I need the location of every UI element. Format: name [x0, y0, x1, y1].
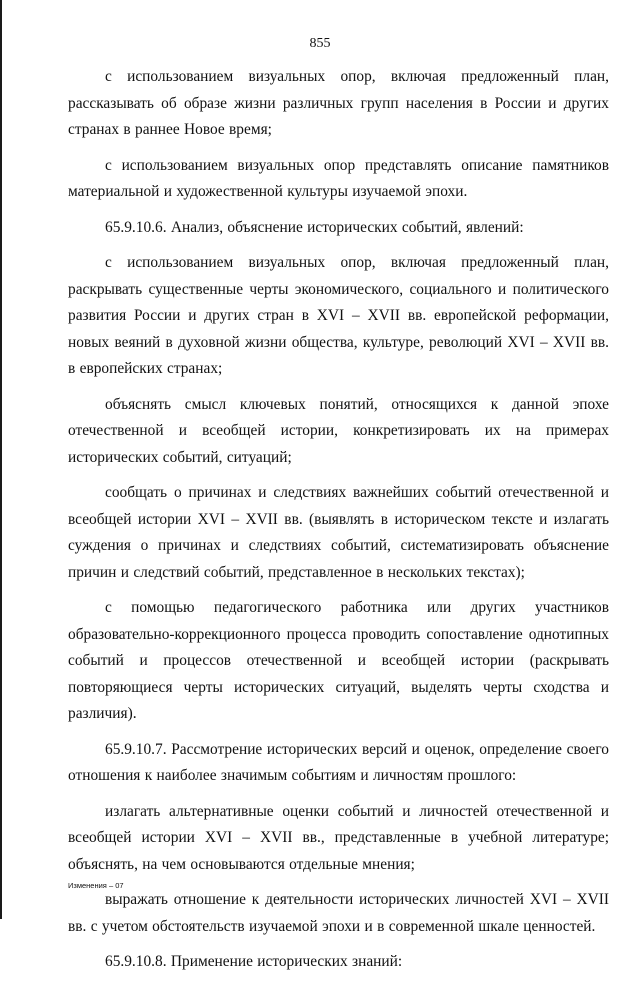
- paragraph-key-concepts: объяснять смысл ключевых понятий, относящихся к данной эпохе отечественной и всеобщей истории, конкретизировать их на примерах исторических событий, ситуаций;: [68, 395, 609, 466]
- paragraph-visual-supports-monuments: с использованием визуальных опор представлять описание памятников материальной и художественной культуры изучаемой эпохи.: [68, 156, 609, 200]
- paragraph-attitude-to-figures: выражать отношение к деятельности исторических личностей XVI – XVII вв. с учетом обстоятельств изучаемой эпохи и в современной шкале ценностей.: [68, 891, 609, 935]
- paragraph-visual-supports-lifestyle: с использованием визуальных опор, включая предложенный план, рассказывать об образе жизни различных групп населения в России и других странах в раннее Новое время;: [68, 68, 609, 138]
- section-heading-65-9-10-7: 65.9.10.7. Рассмотрение исторических версий и оценок, определение своего отношения к наиболее значимым событиям и личностям прошлого:: [68, 740, 609, 784]
- section-heading-65-9-10-8: 65.9.10.8. Применение исторических знаний:: [105, 953, 403, 970]
- paragraph-development-features: с использованием визуальных опор, включая предложенный план, раскрывать существенные черты экономического, социального и политического развития России и других стран в XVI – XVII вв. европейской реформации, новых веяний в духовной жизни общества, культуре, революций XVI – XVII вв. в европейских странах;: [68, 254, 609, 377]
- section-heading-65-9-10-6: 65.9.10.6. Анализ, объяснение исторических событий, явлений:: [105, 218, 524, 236]
- paragraph-causes-consequences: сообщать о причинах и следствиях важнейших событий отечественной и всеобщей истории XVI – XVII вв. (выявлять в историческом тексте и излагать суждения о причинах и следствиях событий, систематизировать объяснение причин и следствий событий, представленное в нескольких текстах);: [68, 484, 609, 581]
- footer-revision-note: Изменения – 07: [68, 881, 124, 890]
- paragraph-alternative-assessments: излагать альтернативные оценки событий и личностей отечественной и всеобщей истории XVI – XVII вв., представленные в учебной литературе; объяснять, на чем основываются отдельные мнения;: [68, 802, 609, 873]
- scan-border: [0, 0, 2, 919]
- paragraph-comparison: с помощью педагогического работника или других участников образовательно-коррекционного процесса проводить сопоставление однотипных событий и процессов отечественной и всеобщей истории (раскрывать повторяющиеся черты исторических ситуаций, выделять черты сходства и различия).: [68, 599, 609, 722]
- body-text: [68, 64, 609, 985]
- page-number: 855: [309, 36, 331, 51]
